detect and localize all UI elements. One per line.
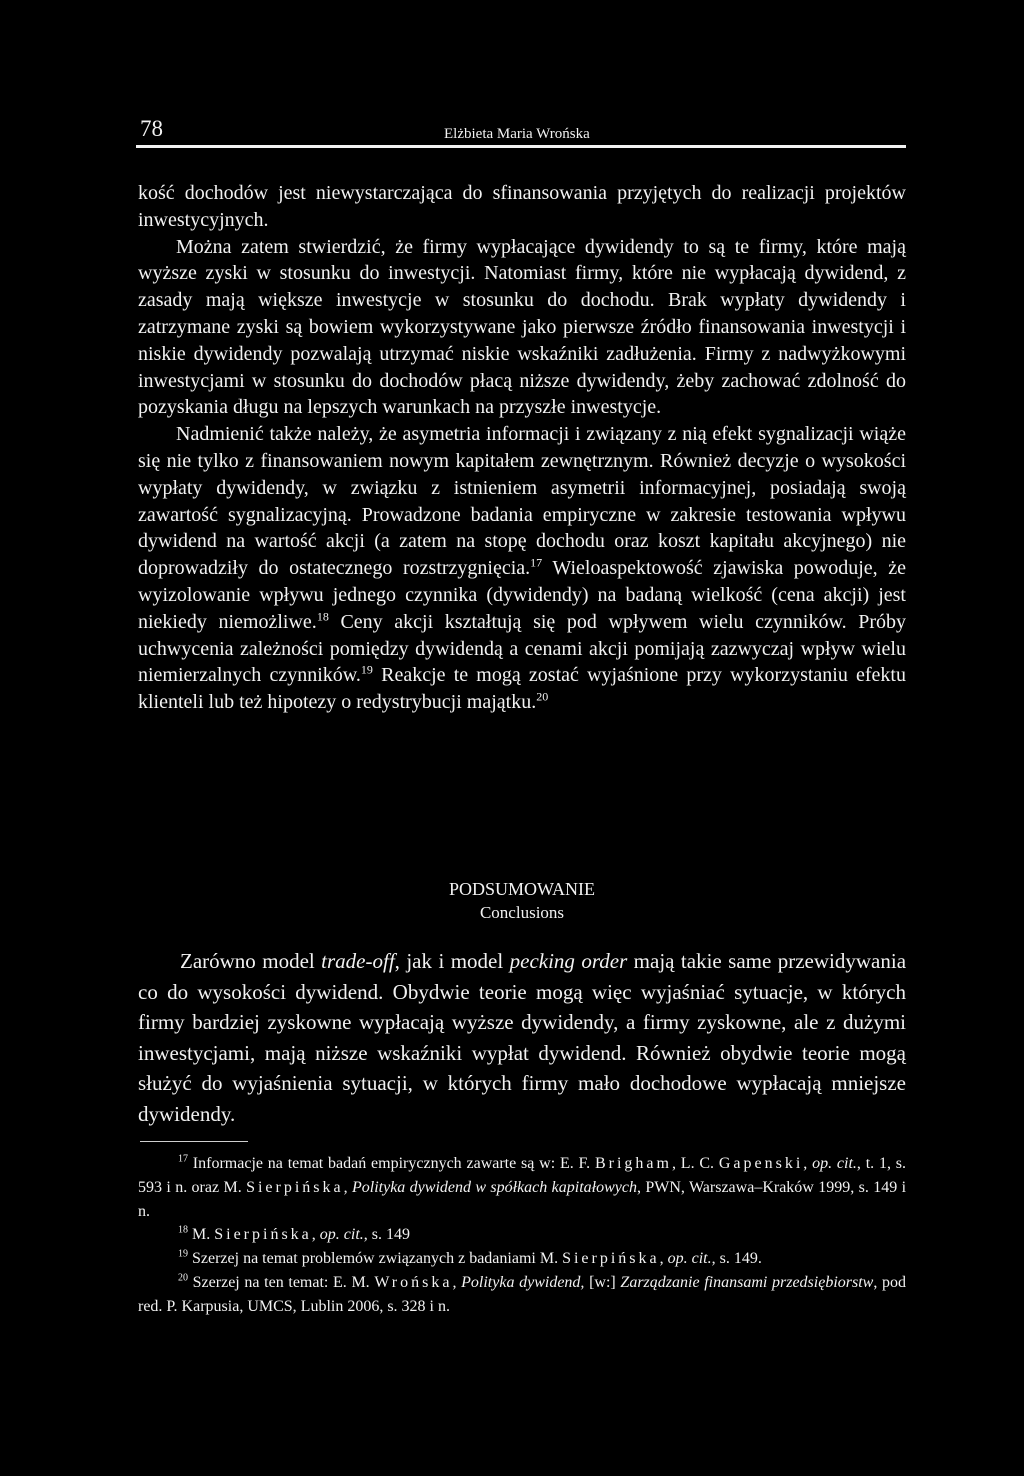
op-cit: op. cit. <box>319 1226 364 1244</box>
footnote-text: , <box>311 1226 320 1244</box>
footnote-text: M. <box>188 1226 215 1244</box>
publication-title: Polityka dywidend w spółkach kapitałowych <box>351 1178 637 1196</box>
op-cit: op. cit. <box>667 1250 712 1268</box>
footnote-text: , pod red. P. Karpusia, UMCS, Lublin 2006, s. 328 i n. <box>138 1273 907 1315</box>
footnote-number: 19 <box>178 1248 188 1260</box>
footnote-ref-19: 19 <box>360 662 373 677</box>
summary-text-2: , jak i model <box>394 949 510 973</box>
footnote-text: , s. 149. <box>711 1250 762 1268</box>
publication-title: Polityka dywidend, <box>461 1273 585 1291</box>
footnote-ref-18: 18 <box>316 609 329 624</box>
footnote-number: 18 <box>178 1225 188 1237</box>
author-name: Sierpińska <box>562 1250 660 1268</box>
summary-paragraph <box>138 946 906 1129</box>
footnote-text: , t. 1, s. 593 i n. oraz M. <box>138 1155 907 1196</box>
paragraph-2: Można zatem stwierdzić, że firmy wypłacające dywidendy to są te firmy, które mają wyższe zyski w stosunku do inwestycji. Natomiast firmy, które nie wypłacają dywidend, z zasady mają większe inwestycje w stosunku do dochodu. Brak wypłaty dywidendy i zatrzymane zyski są bowiem wykorzystywane jako pierwsze źródło finansowania inwestycji i niskie dywidendy pozwalają utrzymać niskie wskaźniki zadłużenia. Firmy z nadwyżkowymi inwestycjami w stosunku do dochodów płacą niższe dywidendy, żeby zachować zdolność do pozyskania długu na lepszych warunkach na przyszłe inwestycje. <box>138 235 906 419</box>
op-cit: op. cit. <box>812 1155 857 1172</box>
footnote-text: , <box>343 1178 352 1196</box>
footnote-18 <box>138 1223 906 1247</box>
footnote-separator <box>140 1141 248 1142</box>
paragraph-3 <box>138 421 906 716</box>
body-text <box>138 180 906 716</box>
footnote-19 <box>138 1247 906 1271</box>
footnote-text: , <box>659 1250 668 1268</box>
footnote-text: , <box>803 1155 813 1172</box>
footnote-ref-17: 17 <box>530 555 543 570</box>
footnote-text: Informacje na temat badań empirycznych zawarte są w: E. F. <box>188 1155 595 1172</box>
publication-title: Zarządzanie finansami przedsiębiorstw <box>620 1273 874 1291</box>
author-name: Sierpińska <box>246 1178 344 1196</box>
author-name: Brigham <box>594 1155 672 1172</box>
footnote-text: , <box>452 1273 462 1291</box>
footnote-text: , s. 149 <box>363 1226 411 1244</box>
paragraph-3-part-d: Reakcje te mogą zostać wyjaśnione przy wykorzystaniu efektu klienteli lub też hipotezy o redystrybucji majątku. <box>138 664 906 714</box>
paragraph-3-part-a: Nadmienić także należy, że asymetria informacji i związany z nią efekt sygnalizacji wiąże się nie tylko z finansowaniem nowym kapitałem zewnętrznym. Również decyzje o wysokości wypłaty dywidendy, w związku z istnieniem asymetrii informacyjnej, posiadają swoją zawartość sygnalizacyjną. Prowadzone badania empiryczne w zakresie testowania wpływu dywidend na wartość akcji (a zatem na stopę dochodu oraz koszt kapitału akcyjnego) nie doprowadziły do ostatecznego rozstrzygnięcia. <box>138 423 906 580</box>
footnote-ref-20: 20 <box>536 689 549 704</box>
author-name: Wrońska <box>374 1273 453 1291</box>
footnote-20 <box>138 1271 906 1319</box>
header-rule <box>136 145 906 148</box>
summary-text-1: Zarówno model <box>180 949 322 973</box>
footnote-17 <box>138 1152 906 1223</box>
summary-term-pecking-order: pecking order <box>509 949 628 973</box>
summary-term-trade-off: trade-off <box>321 949 395 973</box>
page-number: 78 <box>140 116 163 141</box>
summary-text-3: mają takie same przewidywania co do wysokości dywidend. Obydwie teorie mogą więc wyjaśniać sytuacje, w których firmy bardziej zyskowne wypłacają wyższe dywidendy, a firmy zyskowne, ale z dużymi inwestycjami, mają niższe wskaźniki wypłat dywidend. Również obydwie teorie mogą służyć do wyjaśnienia sytuacji, w których firmy mało dochodowe wypłacają mniejsze dywidendy. <box>138 949 907 1126</box>
paragraph-3-part-b: Wieloaspektowość zjawiska powoduje, że wyizolowanie wpływu jednego czynnika (dywidendy) na badaną wielkość (cena akcji) jest niekiedy niemożliwe. <box>138 557 906 633</box>
running-header-author: Elżbieta Maria Wrońska <box>444 126 590 142</box>
footnote-text: Szerzej na temat problemów związanych z badaniami M. <box>188 1250 563 1268</box>
footnote-number: 20 <box>178 1272 188 1284</box>
footnotes <box>138 1152 906 1319</box>
section-title: PODSUMOWANIE <box>448 879 595 899</box>
paragraph-3-part-c: Ceny akcji kształtują się pod wpływem wielu czynników. Próby uchwycenia zależności pomiędzy dywidendą a cenami akcji pomijają zazwyczaj wpływ wielu niemierzalnych czynników. <box>138 610 906 687</box>
footnote-text: Szerzej na ten temat: E. M. <box>188 1273 375 1291</box>
footnote-text: [w:] <box>584 1273 621 1291</box>
footnote-number: 17 <box>178 1153 188 1165</box>
footnote-text: , PWN, Warszawa–Kraków 1999, s. 149 i n. <box>138 1178 907 1220</box>
author-name: Gapenski <box>718 1155 804 1172</box>
author-name: Sierpińska <box>214 1226 312 1244</box>
footnote-text: , L. C. <box>671 1155 719 1172</box>
section-subtitle: Conclusions <box>479 903 565 922</box>
paragraph-1: kość dochodów jest niewystarczająca do sfinansowania przyjętych do realizacji projektów inwestycyjnych. <box>138 182 906 231</box>
